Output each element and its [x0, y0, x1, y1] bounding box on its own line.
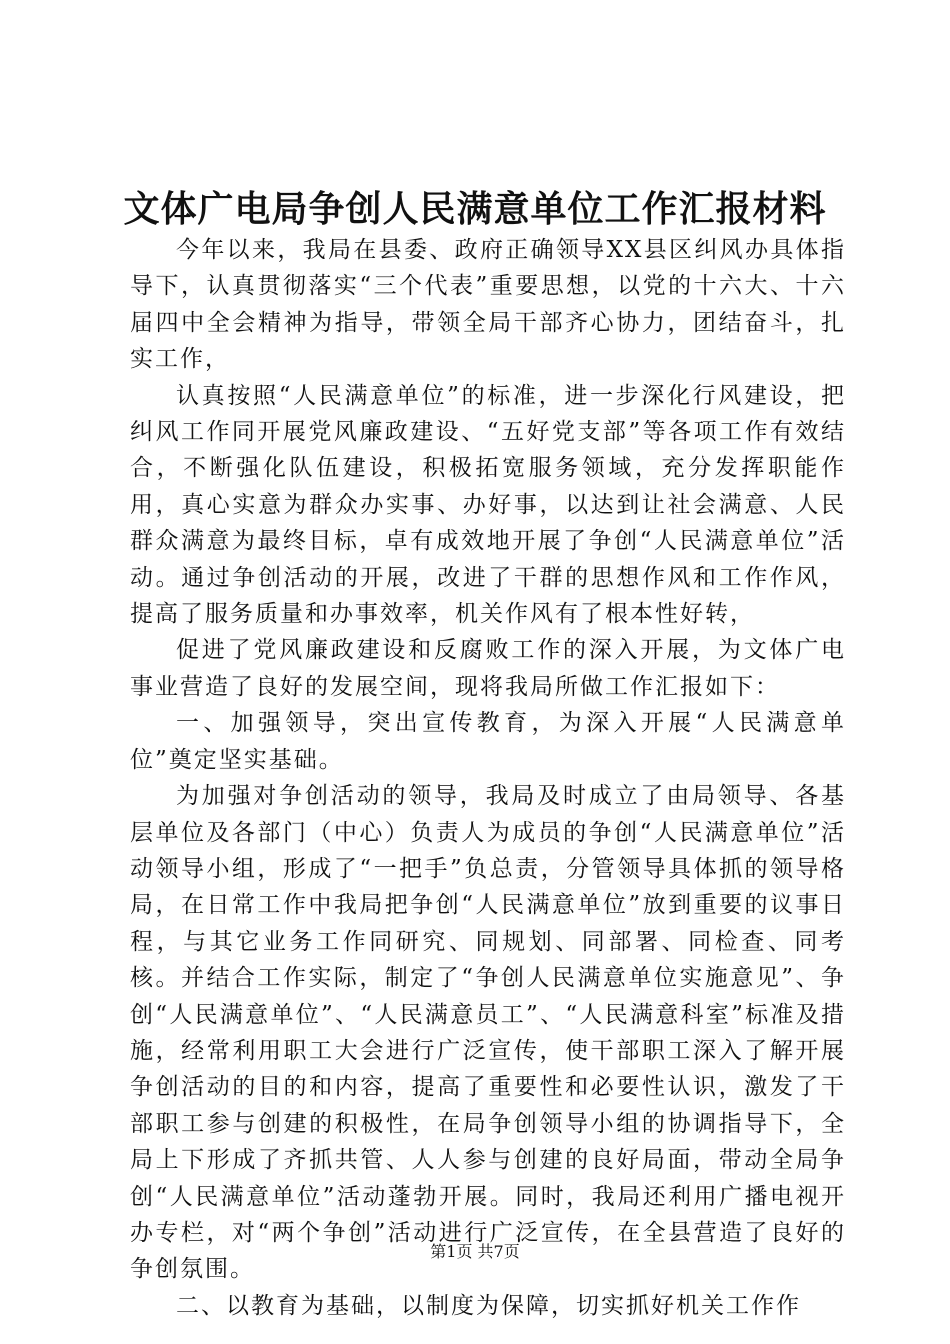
document-title: 文体广电局争创人民满意单位工作汇报材料: [123, 188, 827, 230]
paragraph-1: 今年以来，我局在县委、政府正确领导XX县区纠风办具体指导下，认真贯彻落实“三个代表”重要思想，以党的十六大、十六届四中全会精神为指导，带领全局干部齐心协力，团结奋斗，扎实工作，: [130, 237, 846, 373]
document-body: [130, 232, 846, 1324]
page-footer: 第1页 共7页: [430, 1242, 520, 1261]
paragraph-3: 促进了党风廉政建设和反腐败工作的深入开展，为文体广电事业营造了良好的发展空间，现将我局所做工作汇报如下：: [130, 637, 846, 700]
paragraph-4: 为加强对争创活动的领导，我局及时成立了由局领导、各基层单位及各部门（中心）负责人为成员的争创“人民满意单位”活动领导小组，形成了“一把手”负总责，分管领导具体抓的领导格局，在日常工作中我局把争创“人民满意单位”放到重要的议事日程，与其它业务工作同研究、同规划、同部署、同检查、同考核。并结合工作实际，制定了“争创人民满意单位实施意见”、争创“人民满意单位”、“人民满意员工”、“人民满意科室”标准及措施，经常利用职工大会进行广泛宣传，使干部职工深入了解开展争创活动的目的和内容，提高了重要性和必要性认识，激发了干部职工参与创建的积极性，在局争创领导小组的协调指导下，全局上下形成了齐抓共管、人人参与创建的良好局面，带动全局争创“人民满意单位”活动蓬勃开展。同时，我局还利用广播电视开办专栏，对“两个争创”活动进行广泛宣传，在全县营造了良好的争创氛围。: [130, 783, 846, 1283]
section-heading-1: 一、加强领导，突出宣传教育，为深入开展“人民满意单位”奠定坚实基础。: [130, 710, 846, 773]
paragraph-2: 认真按照“人民满意单位”的标准，进一步深化行风建设，把纠风工作同开展党风廉政建设、“五好党支部”等各项工作有效结合，不断强化队伍建设，积极拓宽服务领域，充分发挥职能作用，真心实意为群众办实事、办好事，以达到让社会满意、人民群众满意为最终目标，卓有成效地开展了争创“人民满意单位”活动。通过争创活动的开展，改进了干群的思想作风和工作作风，提高了服务质量和办事效率，机关作风有了根本性好转，: [130, 382, 846, 628]
section-heading-2: 二、以教育为基础，以制度为保障，切实抓好机关工作作: [176, 1292, 801, 1319]
